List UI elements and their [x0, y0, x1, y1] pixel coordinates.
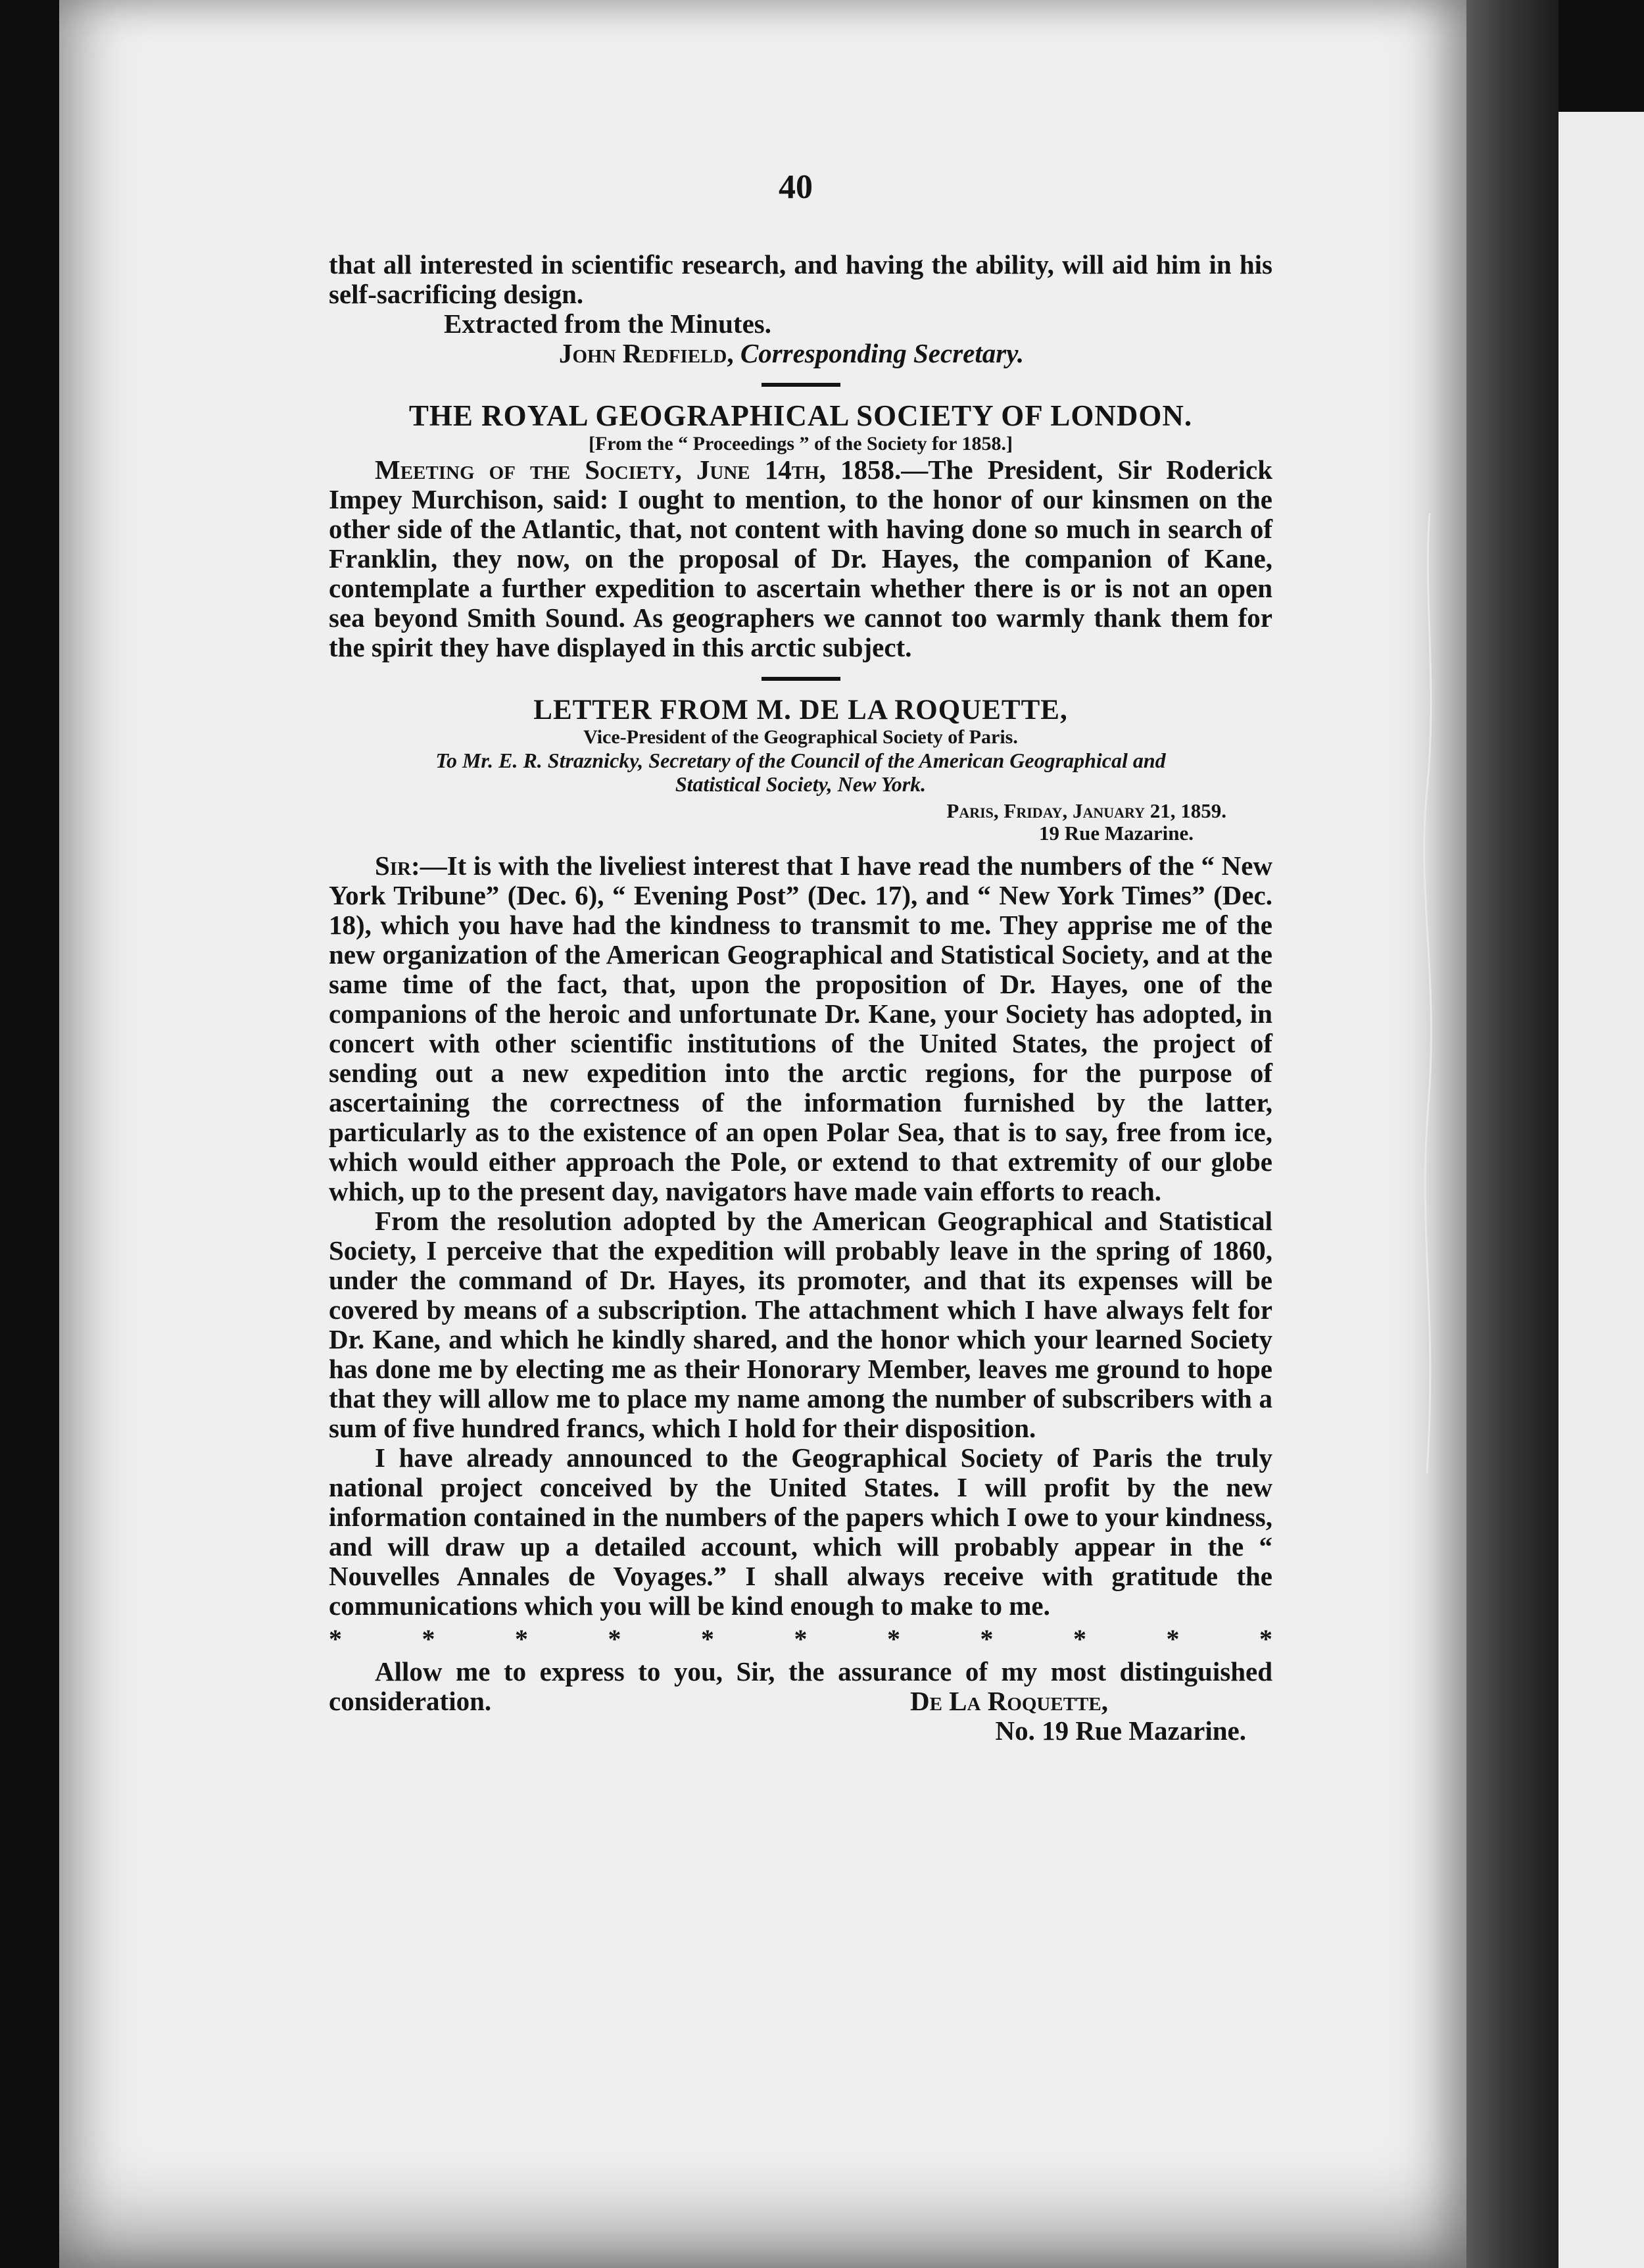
- signature-address: No. 19 Rue Mazarine.: [995, 1715, 1246, 1746]
- letter-street: 19 Rue Mazarine.: [1038, 822, 1194, 845]
- star: *: [1166, 1624, 1180, 1654]
- salutation: Sir:: [375, 851, 420, 881]
- letter-heading: LETTER FROM M. DE LA ROQUETTE,: [533, 695, 1068, 726]
- star: *: [1259, 1624, 1272, 1654]
- closing-paragraph: Allow me to express to you, Sir, the assurance of my most distinguished consideration.: [329, 1656, 1272, 1716]
- binding-thread: [1420, 513, 1440, 1473]
- star: *: [701, 1624, 714, 1654]
- star: *: [887, 1624, 900, 1654]
- rgs-body: 1858.—The President, Sir Roderick Impey Murchison, said: I ought to mention, to the honor of our kinsmen on the other side of the Atlantic, that, not content with having done so much in search of Franklin, they now, on the proposal of Dr. Hayes, the companion of Kane, contemplate a further expedition to ascertain whether there is or is not an open sea beyond Smith Sound. As geographers we cannot too warmly thank them for the spirit they have displayed in this arctic subject.: [329, 455, 1273, 662]
- letter-paragraph: I have already announced to the Geographical Society of Paris the truly national project conceived by the United States. I will profit by the new information contained in the numbers of the papers which I owe to your kindness, and will draw up a detailed account, which will probably appear in the “ Nouvelles Annales de Voyages.” I shall always receive with gratitude the communications which you will be kind enough to make to me.: [329, 1442, 1272, 1621]
- rgs-subheading: [From the “ Proceedings ” of the Society for 1858.]: [589, 433, 1013, 455]
- page-number: 40: [779, 168, 813, 206]
- signature-block: [329, 339, 1272, 368]
- letter-subheading: Vice-President of the Geographical Society of Paris.: [583, 726, 1018, 748]
- page-body: [329, 250, 1272, 1746]
- star: *: [1073, 1624, 1086, 1654]
- letter-paragraph: [329, 851, 1272, 1206]
- rgs-heading: THE ROYAL GEOGRAPHICAL SOCIETY OF LONDON.: [408, 399, 1193, 432]
- scan-top-right-edge: [1559, 0, 1644, 112]
- rgs-paragraph: [329, 455, 1272, 662]
- letter-address-line: To Mr. E. R. Straznicky, Secretary of the Council of the American Geographical and: [435, 749, 1166, 772]
- meeting-label: Meeting of the Society, June 14th,: [375, 455, 826, 485]
- signer-name: John Redfield,: [559, 338, 734, 368]
- extracted-note: Extracted from the Minutes.: [444, 308, 771, 339]
- binding-shadow: [1466, 0, 1559, 2268]
- next-page-edge: [1559, 112, 1644, 2268]
- ellipsis-stars: [329, 1623, 1272, 1654]
- letter-address-line: Statistical Society, New York.: [675, 772, 927, 796]
- scan-left-edge: [0, 0, 59, 2268]
- section-rule: [762, 383, 840, 387]
- place-date: Paris, Friday, January 21, 1859.: [946, 799, 1226, 822]
- star: *: [515, 1624, 528, 1654]
- letter-p1: —It is with the liveliest interest that I have read the numbers of the “ New York Tribune” (Dec. 6), “ Evening Post” (Dec. 17), and “ New York Times” (Dec. 18), which you have had the kindness to transmit to me. They apprise me of the new organization of the American Geographical and Statistical Society, and at the same time of the fact, that, upon the proposition of Dr. Hayes, one of the companions of the heroic and unfortunate Dr. Kane, your Society has adopted, in concert with other scientific institutions of the United States, the project of sending out a new expedition into the arctic regions, for the purpose of ascertaining the correctness of the information furnished by the latter, particularly as to the existence of an open Polar Sea, that is to say, free from ice, which would either approach the Pole, or extend to that extremity of our globe which, up to the present day, navigators have made vain efforts to reach.: [329, 851, 1272, 1206]
- star: *: [794, 1624, 808, 1654]
- signer-title: Corresponding Secretary.: [740, 338, 1025, 368]
- star: *: [422, 1624, 435, 1654]
- star: *: [980, 1624, 994, 1654]
- star: *: [608, 1624, 621, 1654]
- star: *: [329, 1624, 342, 1654]
- signature-name: De La Roquette,: [909, 1686, 1108, 1716]
- section-rule: [762, 677, 840, 681]
- letter-dateline: [329, 800, 1272, 822]
- continued-paragraph: that all interested in scientific research, and having the ability, will aid him in his self-sacrificing design.: [329, 249, 1272, 309]
- letter-paragraph: From the resolution adopted by the American Geographical and Statistical Society, I perceive that the expedition will probably leave in the spring of 1860, under the command of Dr. Hayes, its promoter, and that its expenses will be covered by means of a subscription. The attachment which I have always felt for Dr. Kane, and which he kindly shared, and the honor which your learned Society has done me by electing me as their Honorary Member, leaves me ground to hope that they will allow me to place my name among the number of subscribers with a sum of five hundred francs, which I hold for their disposition.: [329, 1206, 1272, 1443]
